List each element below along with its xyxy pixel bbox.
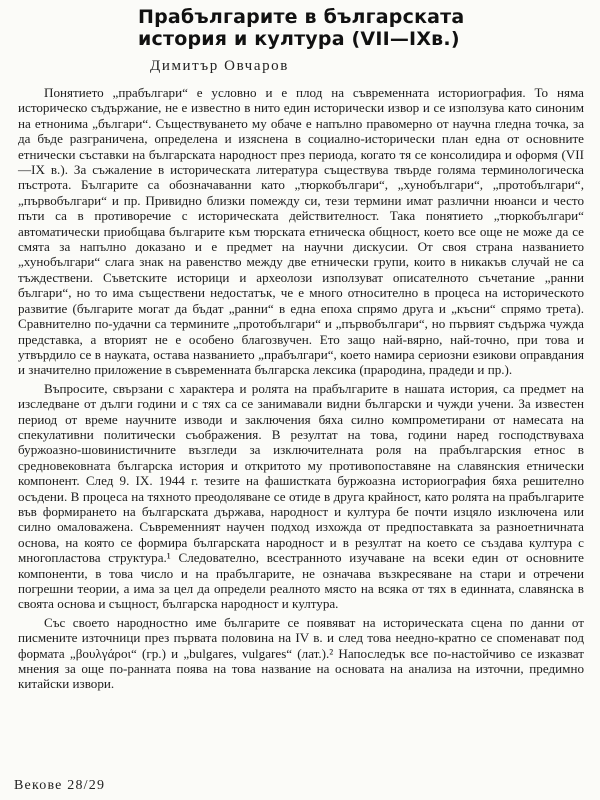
paragraph-1: Понятието „прабългари“ е условно и е плод на съвременната историография. То няма историческо съдържание, не е известно в нито един исторически извор и се използува като синоним на етнонима „българи“. Съществуването му обаче е напълно правомерно от научна гледна точка, за да бъде разграничена, определена и изяснена в социално-исторически план една от основните етнически съставки на българската народност през периода, когато тя се консолидира и оформя (VII—IX в.). За съжаление в историческата литература съществува твърде голяма терминологическа пъстрота. Българите са обозначаванни като „тюркобългари“, „хунобългари“, „протобългари“, „първобългари“ и пр. Привидно близки помежду си, тези термини имат различни нюанси и често пъти са в противоречие с историческата действителност. Така понятието „тюркобългари“ автоматически приобщава българите към тюрската етническа общност, което все още не може да се смята за напълно доказано и е предмет на научни дискусии. От своя страна названието „хунобългари“ слага знак на равенство между две етнически групи, които в никакъв случай не са тъждествени. Съветските историци и археолози използуват описателното съчетание „ранни българи“, но то има съществени недостатък, че е много относително в процеса на историческото развитие (българите могат да бъдат „ранни“ в една епоха спрямо друга и „късни“ спрямо трета). Сравнително по-удачни са термините „протобългари“ и „първобългари“, но първият съдържа чужда представка, а вторият не е особено благозвучен. Ето защо най-вярно, най-точно, при това и утвърдило се в науката, остава названието „прабългари“, което намира сериозни езикови оправдания и значително приложение в съвременната българска лексика (прародина, прадеди и пр.). (18, 85, 584, 378)
paragraph-3: Със своето народностно име българите се появяват на историческата сцена по данни от писмените източници през първата половина на IV в. и след това неедно-кратно се споменават под формата „βουλγάροι“ (гр.) и „bulgares, vulgares“ (лат.).² Напоследък все по-настойчиво се изказват мнения за още по-ранната поява на това название на основата на анализа на източни, предимно китайски извори. (18, 614, 584, 692)
article-title (18, 6, 584, 50)
article-body (18, 85, 584, 692)
title-line-2: история и култура (VII—IXв.) (138, 28, 460, 50)
page-footer: Векове 28/29 (14, 778, 106, 793)
title-line-1: Прабългарите в българската (138, 6, 465, 28)
author-name: Димитър Овчаров (150, 58, 289, 74)
paragraph-2: Въпросите, свързани с характера и ролята на прабългарите в нашата история, са предмет на изследване от дълги години и с тях са се занимавали видни български и чужди учени. За известен период от време научните изводи и заключения бяха силно компрометирани от намесата на спекулативни политически съображения. В резултат на това, години наред господствуваха буржоазно-шовинистичните възгледи за изключителната роля на прабългарския етнос в средновековната българска история и откритото му противопоставяне на славянския етнически компонент. След 9. IX. 1944 г. тезите на фашистката буржоазна историография бяха решително осъдени. В процеса на тяхното преодоляване се отиде в друга крайност, като ролята на прабългарите във формирането на българската държава, народност и култура бе почти изцяло изключена или силно омаловажена. Съвременният научен подход изхожда от предпоставката за разноетничната основа, на която се формира българската народност и в резултат на което се създава култура с многопластова структура.¹ Следователно, всестранното изучаване на всеки един от основните компоненти, в това число и на прабългарите, не означава възкресяване на стари и отречени погрешни теории, а има за цел да определи реалното място на всяка от тях в единната, славянска в своята основа и същност, българска народност и култура. (18, 380, 584, 612)
